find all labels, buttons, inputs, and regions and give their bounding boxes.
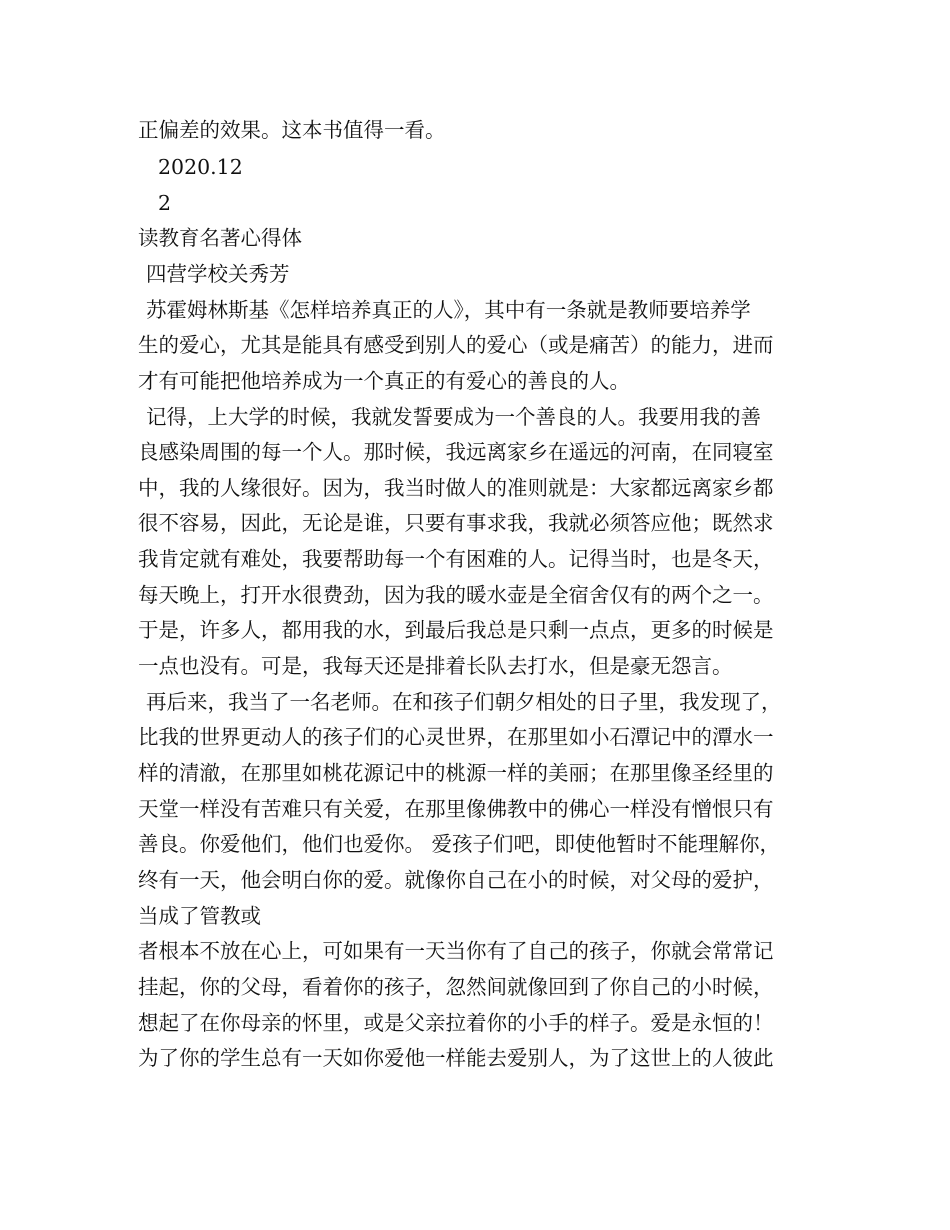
text-line: 我肯定就有难处，我要帮助每一个有困难的人。记得当时，也是冬天， (138, 547, 774, 571)
text-line: 苏霍姆林斯基《怎样培养真正的人》，其中有一条就是教师要培养学 (146, 298, 751, 322)
text-line: 良感染周围的每一个人。那时候，我远离家乡在遥远的河南，在同寝室 (138, 440, 774, 464)
text-line: 挂起，你的父母，看着你的孩子，忽然间就像回到了你自己的小时候， (138, 975, 774, 999)
text-line: 者根本不放在心上，可如果有一天当你有了自己的孩子，你就会常常记 (138, 939, 774, 963)
page-number-line: 2 (158, 191, 172, 215)
text-line: 中，我的人缘很好。因为，我当时做人的准则就是：大家都远离家乡都 (138, 476, 774, 500)
text-line: 为了你的学生总有一天如你爱他一样能去爱别人，为了这世上的人彼此 (138, 1046, 774, 1070)
text-line: 一点也没有。可是，我每天还是排着长队去打水，但是豪无怨言。 (138, 654, 733, 678)
text-line: 很不容易，因此，无论是谁，只要有事求我，我就必须答应他；既然求 (138, 511, 774, 535)
article-title: 读教育名著心得体 (138, 226, 302, 250)
text-line: 天堂一样没有苦难只有关爱，在那里像佛教中的佛心一样没有憎恨只有 (138, 797, 774, 821)
text-line: 再后来，我当了一名老师。在和孩子们朝夕相处的日子里，我发现了， (146, 690, 782, 714)
text-line: 样的清澈，在那里如桃花源记中的桃源一样的美丽；在那里像圣经里的 (138, 761, 774, 785)
text-line: 正偏差的效果。这本书值得一看。 (138, 118, 446, 142)
text-line: 当成了管教或 (138, 904, 261, 928)
text-line: 善良。你爱他们，他们也爱你。 爱孩子们吧，即使他暂时不能理解你， (138, 832, 781, 856)
text-line: 终有一天，他会明白你的爱。就像你自己在小的时候，对父母的爱护， (138, 868, 774, 892)
text-line: 才有可能把他培养成为一个真正的有爱心的善良的人。 (138, 369, 630, 393)
text-line: 每天晚上，打开水很费劲，因为我的暖水壶是全宿舍仅有的两个之一。 (138, 583, 774, 607)
text-line: 想起了在你母亲的怀里，或是父亲拉着你的小手的样子。爱是永恒的！ (138, 1011, 774, 1035)
text-line: 比我的世界更动人的孩子们的心灵世界，在那里如小石潭记中的潭水一 (138, 725, 774, 749)
text-line: 生的爱心，尤其是能具有感受到别人的爱心（或是痛苦）的能力，进而 (138, 333, 774, 357)
author-line: 四营学校关秀芳 (146, 262, 290, 286)
date-line: 2020.12 (158, 155, 243, 179)
text-line: 记得，上大学的时候，我就发誓要成为一个善良的人。我要用我的善 (146, 405, 761, 429)
text-line: 于是，许多人，都用我的水，到最后我总是只剩一点点，更多的时候是 (138, 618, 774, 642)
